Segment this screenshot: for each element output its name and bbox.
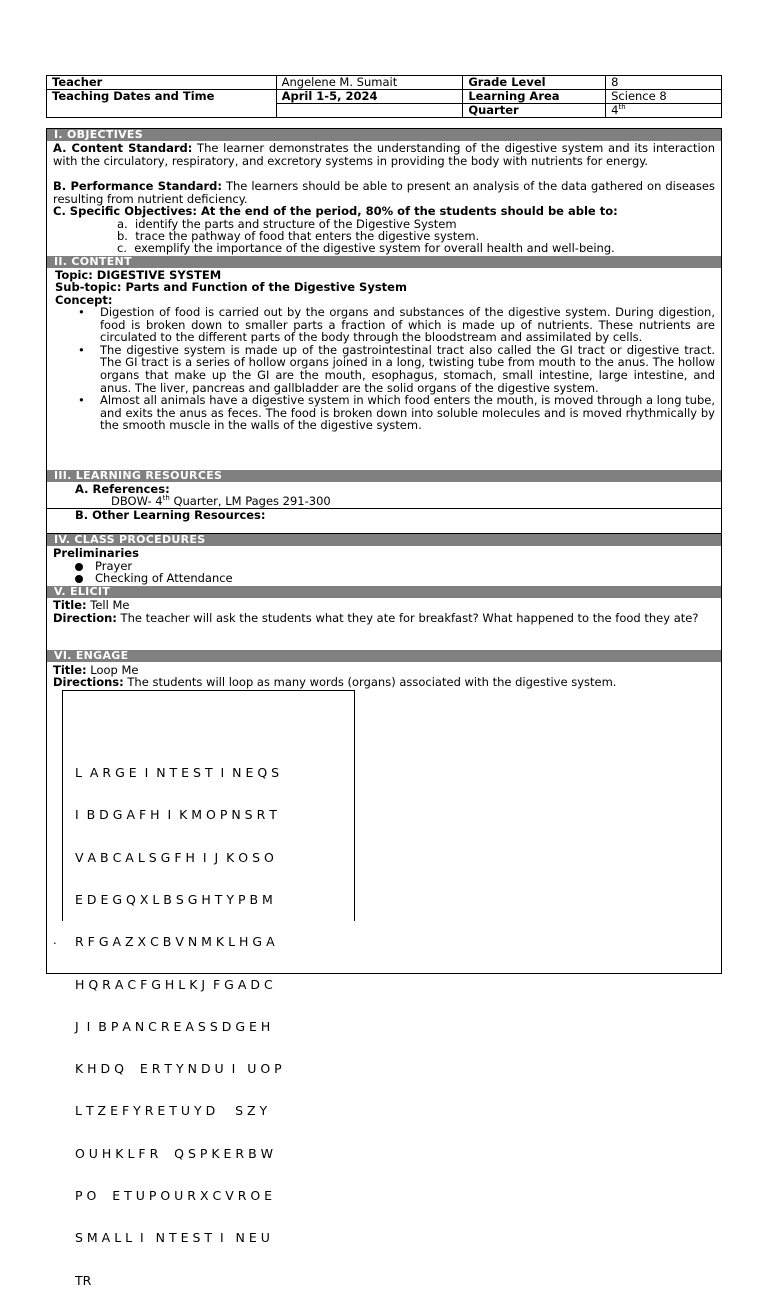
grid-row: S M A L L I N T E S T I N E U [75,1230,270,1246]
trailing-period: . [53,933,57,947]
engage-heading: VI. ENGAGE [47,650,721,662]
concept-bullet: • Digestion of food is carried out by the organs and substances of the digestive system. During digestion, food is broken down to smaller parts a fraction of which is made up of nutrients. These nutrients are circulated to the different parts of the body through the bloodstream and assimilated by cells. [100,306,715,344]
grid-row: O U H K L F R Q S P K E R B W [75,1145,273,1161]
grid-row: J I B P A N C R E A S S D G E H [75,1018,271,1034]
concept-bullet: • Almost all animals have a digestive system in which food enters the mouth, is moved through a long tube, and exits the anus as feces. The food is broken down into soluble molecules and is moved rhythmically by the smooth muscle in the walls of the digestive system. [100,394,715,432]
grade-level-value: 8 [606,76,722,90]
grid-row: K H D Q E R T Y N D U I U O P [75,1061,282,1077]
teacher-label: Teacher [47,76,277,90]
elicit-heading: V. ELICIT [47,586,721,598]
concept-bullet: • The digestive system is made up of the gastrointestinal tract also called the GI tract or digestive tract. The GI tract is a series of hollow organs joined in a long, twisting tube from mouth to the anus. The hollow organs that make up the GI are the mouth, esophagus, stomach, small intestine, large intestine, and anus. The liver, pancreas and gallbladder are the solid organs of the digestive system. [100,344,715,394]
grid-row: V A B C A L S G F H I J K O S O [75,849,274,865]
quarter-value: 4th [606,104,722,118]
preliminaries-label: Preliminaries [53,546,139,560]
engage-directions: Directions: The students will loop as many words (organs) associated with the digestive system. [53,675,617,689]
grid-row: H Q R A C F G H L K J F G A D C [75,976,273,992]
references-label: A. References: [75,482,170,496]
topic: Topic: DIGESTIVE SYSTEM [55,268,222,282]
resources-heading: III. LEARNING RESOURCES [47,470,721,482]
word-search-grid [75,738,282,1302]
content-heading: II. CONTENT [47,256,721,268]
quarter-label: Quarter [463,104,606,118]
grade-level-label: Grade Level [463,76,606,90]
concept-label: Concept: [55,293,113,307]
teacher-name: Angelene M. Sumait [276,76,463,90]
dates-label: Teaching Dates and Time [47,90,277,118]
specific-objectives-label: C. Specific Objectives: At the end of the period, 80% of the students should be able to: [53,204,618,218]
objective-item-a: a. identify the parts and structure of the Digestive System [117,217,457,231]
elicit-title: Title: Tell Me [53,598,130,612]
elicit-direction: Direction: The teacher will ask the students what they ate for breakfast? What happened to the food they ate? [53,611,699,625]
learning-area-value: Science 8 [606,90,722,104]
engage-title: Title: Loop Me [53,663,139,677]
grid-row: TR [75,1272,92,1288]
subtopic: Sub-topic: Parts and Function of the Digestive System [55,280,407,294]
learning-area-label: Learning Area [463,90,606,104]
header-table [46,75,722,118]
concept-list [53,306,715,432]
reference-entry: DBOW- 4th Quarter, LM Pages 291-300 [111,494,331,508]
performance-standard: B. Performance Standard: The learners should be able to present an analysis of the data gathered on diseases resulting from nutrient deficiency. [53,179,715,206]
grid-row: L A R G E I N T E S T I N E Q S [75,765,280,781]
bullet-dot-icon [75,575,83,583]
preliminary-item-attendance: Checking of Attendance [75,572,233,585]
bullet-dot-icon [75,563,83,571]
preliminary-item-prayer: Prayer [75,560,132,573]
grid-row: R F G A Z X C B V N M K L H G A [75,934,275,950]
grid-row: I B D G A F H I K M O P N S R T [75,807,277,823]
procedures-heading: IV. CLASS PROCEDURES [47,534,721,546]
dates-empty-cell [276,104,463,118]
objective-item-c: c. exemplify the importance of the digestive system for overall health and well-being. [117,241,615,255]
grid-row: P O E T U P O U R X C V R O E [75,1188,273,1203]
grid-row: E D E G Q X L B S G H T Y P B M [75,892,273,908]
objective-item-b: b. trace the pathway of food that enters the digestive system. [117,229,480,243]
grid-row: L T Z E F Y R E T U Y D S Z Y [75,1103,268,1119]
objectives-heading: I. OBJECTIVES [47,129,721,141]
other-resources-label: B. Other Learning Resources: [75,508,266,522]
content-standard: A. Content Standard: The learner demonstrates the understanding of the digestive system and its interaction with the circulatory, respiratory, and excretory systems in providing the body with nutrients for energy. [53,141,715,168]
dates-value: April 1-5, 2024 [276,90,463,104]
